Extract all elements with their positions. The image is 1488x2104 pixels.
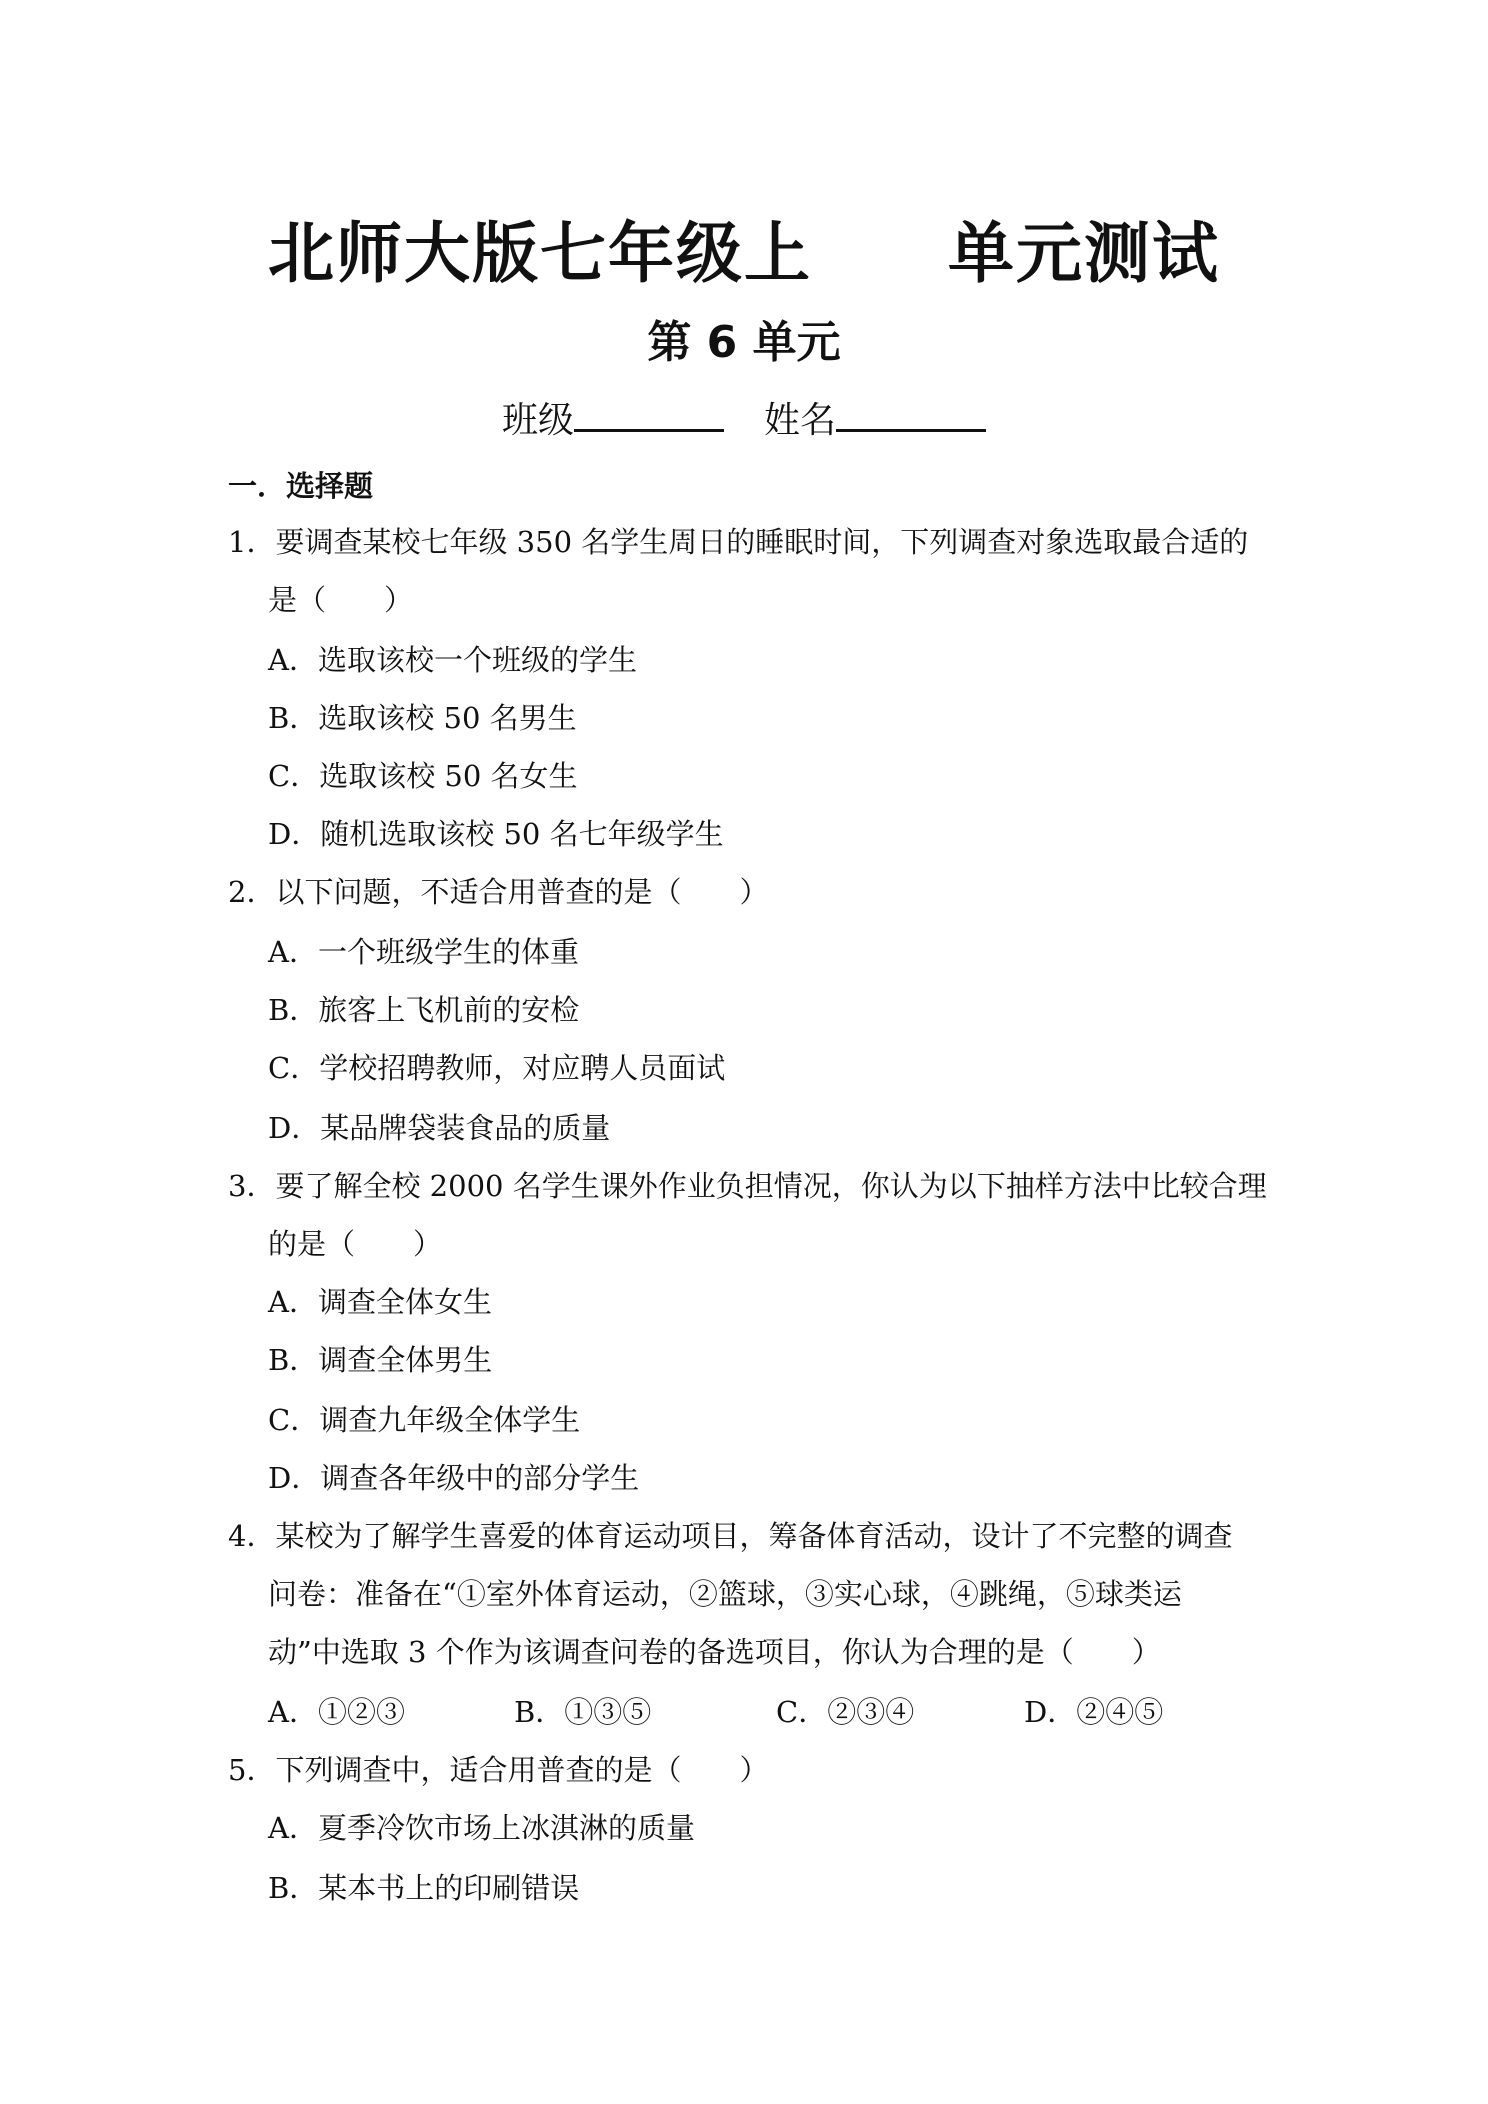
question-3-option-b: B．调查全体男生 [268,1343,493,1377]
question-1-stem [228,522,1248,562]
question-number: 2． [228,875,276,909]
question-5-option-b: B．某本书上的印刷错误 [268,1871,580,1905]
question-1-option-c: C．选取该校 50 名女生 [268,759,578,793]
name-blank[interactable] [836,403,986,432]
question-number: 5． [228,1753,276,1787]
unit-title: 第 6 单元 [647,317,841,368]
question-1-option-a: A．选取该校一个班级的学生 [268,643,637,677]
question-2-option-c: C．学校招聘教师，对应聘人员面试 [268,1051,726,1085]
question-3-option-a: A．调查全体女生 [268,1285,492,1319]
question-4-option-d: D．②④⑤ [1024,1695,1164,1729]
question-text: 要调查某校七年级 350 名学生周日的睡眠时间，下列调查对象选取最合适的 [275,525,1249,559]
question-number: 4． [228,1519,276,1553]
question-3-option-c: C．调查九年级全体学生 [268,1403,581,1437]
question-4-stem [228,1516,1232,1556]
question-1-option-d: D．随机选取该校 50 名七年级学生 [268,817,724,851]
question-text: 要了解全校 2000 名学生课外作业负担情况，你认为以下抽样方法中比较合理 [275,1169,1267,1203]
question-text: 以下问题，不适合用普查的是（ ） [275,875,769,909]
question-4-options-row [268,1692,1163,1732]
question-2-option-d: D．某品牌袋装食品的质量 [268,1111,611,1145]
name-label: 姓名 [764,400,837,441]
question-4-option-c: C．②③④ [776,1695,915,1729]
question-number: 1． [228,525,276,559]
question-4-stem-continued-2: 动”中选取 3 个作为该调查问卷的备选项目，你认为合理的是（ ） [268,1635,1161,1669]
question-number: 3． [228,1169,276,1203]
class-label: 班级 [501,400,574,441]
question-2-option-b: B．旅客上飞机前的安检 [268,993,580,1027]
question-3-stem-continued: 的是（ ） [268,1227,443,1261]
class-blank[interactable] [574,403,724,432]
section-heading: 一．选择题 [228,469,374,503]
student-info-line [0,392,1488,443]
question-1-option-b: B．选取该校 50 名男生 [268,701,577,735]
question-1-stem-continued: 是（ ） [268,583,414,617]
question-5-option-a: A．夏季冷饮市场上冰淇淋的质量 [268,1811,695,1845]
question-3-option-d: D．调查各年级中的部分学生 [268,1461,640,1495]
question-2-stem [228,872,768,912]
question-4-stem-continued: 问卷：准备在“①室外体育运动，②篮球，③实心球，④跳绳，⑤球类运 [268,1577,1182,1611]
question-5-stem [228,1750,768,1790]
question-4-option-a: A．①②③ [268,1695,405,1729]
question-2-option-a: A．一个班级学生的体重 [268,935,579,969]
question-3-stem [228,1166,1267,1206]
question-text: 下列调查中，适合用普查的是（ ） [275,1753,769,1787]
question-text: 某校为了解学生喜爱的体育运动项目，筹备体育活动，设计了不完整的调查 [275,1519,1233,1553]
question-4-option-b: B．①③⑤ [514,1695,652,1729]
worksheet-title: 北师大版七年级上 单元测试 [268,215,1220,292]
